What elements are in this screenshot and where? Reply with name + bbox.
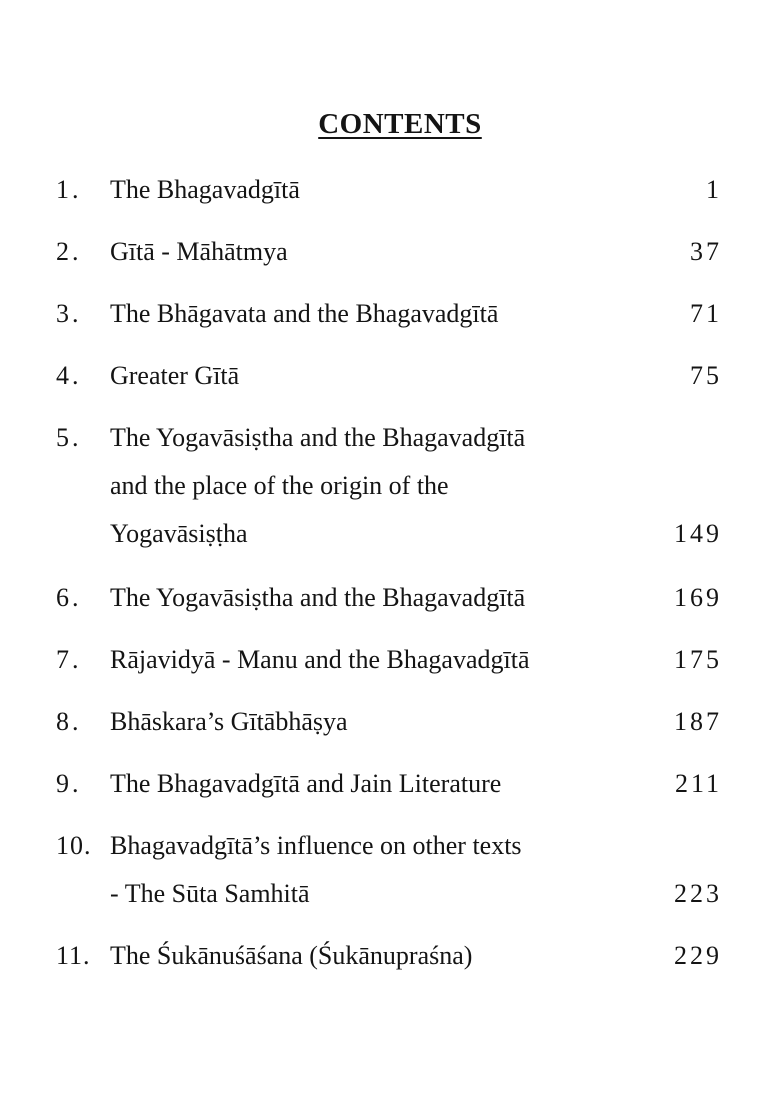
entry-title-line: Bhagavadgītā’s influence on other texts xyxy=(110,831,522,860)
entry-title xyxy=(110,582,650,630)
entry-title-line: - The Sūta Samhitā xyxy=(110,879,310,908)
entry-title xyxy=(110,236,650,284)
entry-page-number: 169 xyxy=(674,583,722,612)
entry-title xyxy=(110,360,650,408)
entry-number: 2. xyxy=(56,237,82,266)
entry-number: 7. xyxy=(56,645,82,674)
entry-title-line: Rājavidyā - Manu and the Bhagavadgītā xyxy=(110,645,530,674)
entry-title-line: The Śukānuśāśana (Śukānupraśna) xyxy=(110,941,473,970)
entry-number: 1. xyxy=(56,175,82,204)
entry-page-number: 37 xyxy=(690,237,722,266)
entry-title xyxy=(110,706,650,754)
entry-title-line: Yogavāsiṣṭha xyxy=(110,519,248,548)
entry-page-number: 75 xyxy=(690,361,722,390)
entry-number: 11. xyxy=(56,941,91,970)
entry-page-number: 223 xyxy=(674,879,722,908)
entry-page-number: 149 xyxy=(674,519,722,548)
entry-title xyxy=(110,830,650,926)
entry-number: 8. xyxy=(56,707,82,736)
entry-number: 10. xyxy=(56,831,92,860)
entry-title-line: The Yogavāsiṣtha and the Bhagavadgītā xyxy=(110,423,526,452)
entry-title xyxy=(110,768,650,816)
entry-title-line: Gītā - Māhātmya xyxy=(110,237,288,266)
entry-title xyxy=(110,298,650,346)
entry-title-line: Greater Gītā xyxy=(110,361,240,390)
entry-page-number: 229 xyxy=(674,941,722,970)
entry-page-number: 175 xyxy=(674,645,722,674)
entry-page-number: 1 xyxy=(706,175,722,204)
entry-title xyxy=(110,422,650,566)
entry-number: 6. xyxy=(56,583,82,612)
entry-title-line: The Bhagavadgītā and Jain Literature xyxy=(110,769,502,798)
entry-number: 4. xyxy=(56,361,82,390)
entry-page-number: 211 xyxy=(674,769,722,798)
entry-page-number: 187 xyxy=(674,707,722,736)
entry-title-line: The Bhāgavata and the Bhagavadgītā xyxy=(110,299,499,328)
entry-title-line: and the place of the origin of the xyxy=(110,471,449,500)
entry-number: 3. xyxy=(56,299,82,328)
entry-title-line: The Bhagavadgītā xyxy=(110,175,300,204)
entry-title xyxy=(110,940,650,988)
entry-number: 9. xyxy=(56,769,82,798)
entry-page-number: 71 xyxy=(690,299,722,328)
entry-title-line: The Yogavāsiṣtha and the Bhagavadgītā xyxy=(110,583,526,612)
entry-title-line: Bhāskara’s Gītābhāṣya xyxy=(110,707,348,736)
entry-number: 5. xyxy=(56,423,82,452)
entry-title xyxy=(110,174,650,222)
contents-heading: CONTENTS xyxy=(318,108,482,140)
entry-title xyxy=(110,644,650,692)
